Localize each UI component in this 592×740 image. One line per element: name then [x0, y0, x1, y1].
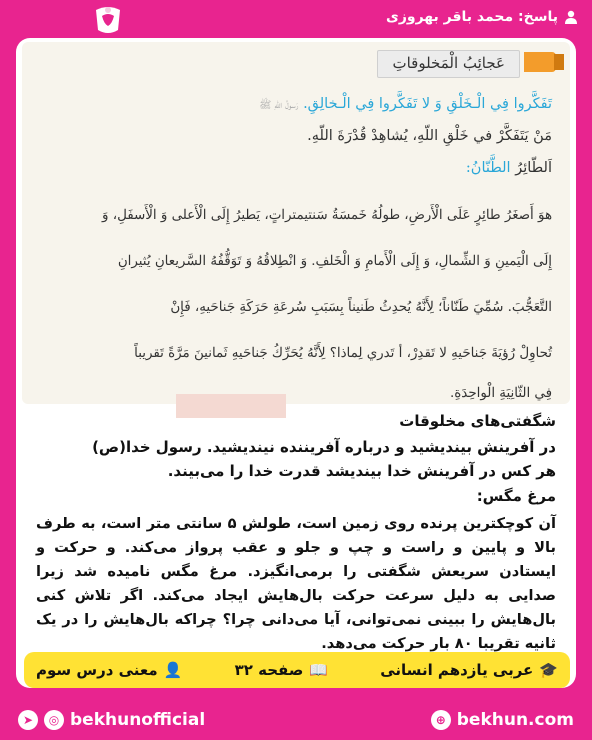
top-bar — [0, 0, 592, 38]
bekhun-logo-icon — [88, 4, 128, 38]
student-icon: 👤 — [163, 661, 183, 679]
title-tab-decoration — [524, 52, 556, 72]
translation-line-2: هر کس در آفرینش خدا بیندیشد قدرت خدا را می‌بیند. — [167, 462, 556, 480]
translation-line-1: در آفرینش بیندیشید و درباره آفریننده نیندیشید. رسول خدا(ص) — [92, 438, 556, 456]
user-icon — [564, 10, 578, 24]
arabic-paragraph-line-1: هوَ أَصغَرُ طائِرٍ عَلَى الْأَرضِ، طولُهُ خَمسَةُ سَنتيمتراتٍ، يَطيرُ إِلَى الْأَعلى وَ الْأَسفَلِ، وَ — [102, 208, 552, 223]
open-book-icon: 📖 — [309, 661, 329, 679]
arabic-paragraph-line-3: التَّعَجُّبَ. سُمِّيَ طَنّاناً؛ لِأَنَّهُ يُحدِثُ طَنيناً بِسَبَبِ سُرعَةِ حَرَكَةِ جَناحَيهِ، فَإِنْ — [170, 300, 552, 315]
lesson-info-strip — [24, 652, 570, 688]
page-number: 📖 صفحه ۳۲ — [234, 661, 329, 679]
answer-text: پاسخ: محمد باقر بهروزی — [385, 9, 558, 25]
website-link[interactable]: ⊕ bekhun.com — [431, 710, 574, 730]
answer-credit — [386, 9, 578, 25]
telegram-icon: ➤ — [18, 710, 38, 730]
instagram-icon: ◎ — [44, 710, 64, 730]
graduation-cap-icon: 🎓 — [539, 661, 558, 679]
translation-title: شگفتی‌های مخلوقات — [399, 412, 556, 430]
hadith-source: رَسولُ اللهِ ﷺ — [259, 100, 299, 111]
globe-icon: ⊕ — [431, 710, 451, 730]
translation-line-3: مرغ مگس: — [476, 487, 556, 505]
content-card — [16, 38, 576, 688]
book-name: 🎓 عربی یازدهم انسانی — [380, 661, 558, 679]
textbook-image — [22, 42, 570, 404]
translation-body: آن کوچکترین پرنده روی زمین است، طولش ۵ سانتی متر است، به طرف بالا و پایین و راست و چپ و جلو و عقب پرواز می‌کند. و حرکت و ایستادن سریعش شگفتی را برمی‌انگیزد. مرغ مگس نامیده شد زیرا صدایی به دلیل سرعت حرکت بال‌هایش ایجاد می‌کند. اگر تلاش کنی بال‌هایش را ببینی نمی‌توانی، آیا می‌دانی چرا؟ چراکه بال‌هایش را در یک ثانیه تقریبا ۸۰ بار حرکت می‌دهد. — [36, 515, 556, 652]
arabic-paragraph-line-5: فِي الثّانِيَةِ الْواحِدَةِ. — [450, 386, 552, 401]
arabic-paragraph-line-4: تُحاوِلْ رُؤيَةَ جَناحَيهِ لا تَقدِرْ، أ تَدري لِماذا؟ لِأَنَّهُ يُحَرِّكُ جَناحَيهِ ثَمانينَ مَرَّةً تَقريباً — [134, 346, 552, 361]
illustration-fragment — [176, 394, 286, 418]
subtitle-arabic: اَلطّائِرُ الطَّنّانُ: — [465, 160, 552, 176]
lesson-name: 👤 معنی درس سوم — [36, 661, 183, 679]
arabic-line-2: مَنْ يَتَفَكَّرْ في خَلْقِ اللّهِ، يُشاهِدْ قُدْرَةَ اللّهِ. — [307, 128, 552, 144]
footer — [0, 700, 592, 740]
lesson-title-arabic: عَجائِبُ الْمَخلوقاتِ — [377, 50, 520, 78]
title-tab-edge — [554, 54, 564, 70]
hadith-text: تَفَكَّروا فِي الْـخَلْقِ وَ لا تَفَكَّروا فِي الْـخالِقِ. — [303, 96, 552, 112]
arabic-paragraph-line-2: إِلَى الْيَمينِ وَ الشِّمالِ، وَ إِلَى الْأَمامِ وَ الْخَلفِ. وَ انْطِلاقُهُ وَ تَوَقُّفُهُ السَّريعانِ يُثيرانِ — [117, 254, 552, 269]
hadith-line — [259, 96, 552, 113]
social-handle[interactable]: ➤ ◎ bekhunofficial — [18, 710, 205, 730]
